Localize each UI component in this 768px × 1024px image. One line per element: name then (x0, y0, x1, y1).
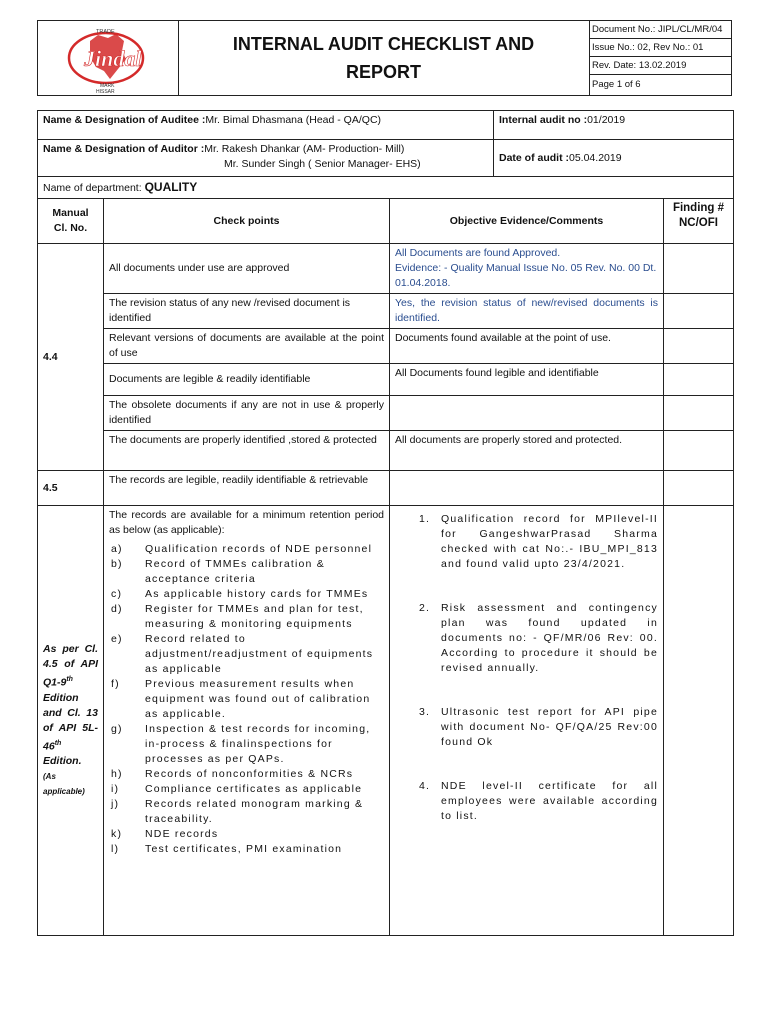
svg-text:HISSAR: HISSAR (96, 89, 115, 95)
evidence-list (395, 512, 658, 824)
list-item: h) Records of nonconformities & NCRs (111, 768, 354, 780)
table-row: 4.4 All documents under use are approved All Documents are found Approved. Evidence: - Quality Manual Issue No. 05 Rev. No. 00 Dt. 01.04.2018. (38, 244, 734, 294)
col-clause: Manual Cl. No. (38, 199, 104, 244)
list-item: 1. Qualification record for MPIlevel-II for GangeshwarPrasad Sharma checked with cat No:.- IBU_MPI_813 and found valid upto 23/4/2021. (419, 513, 658, 570)
issue-number: Issue No.: 02, Rev No.: 01 (589, 39, 732, 57)
jindal-logo-icon (38, 21, 178, 95)
list-item: 2. Risk assessment and contingency plan was found updated in documents no: - QF/MR/06 Rev: 00. According to procedure it should be revised annually. (419, 602, 658, 674)
retention-evidence (390, 506, 664, 936)
audit-date-cell: Date of audit :05.04.2019 (494, 140, 734, 177)
list-item: 3. Ultrasonic test report for API pipe with document No- QF/QA/25 Rev:00 found Ok (419, 706, 658, 748)
page-number: Page 1 of 6 (592, 79, 641, 90)
list-item: c) As applicable history cards for TMMEs (111, 588, 369, 600)
document-title: INTERNAL AUDIT CHECKLIST AND REPORT (178, 21, 590, 95)
revision-date: Rev. Date: 13.02.2019 (589, 57, 732, 75)
audit-no-cell: Internal audit no :01/2019 (494, 111, 734, 140)
document-header (37, 20, 732, 96)
svg-text:MARK: MARK (100, 83, 115, 89)
table-row: Relevant versions of documents are available at the point of use Documents found available at the point of use. (38, 329, 734, 364)
svg-text:TRADE: TRADE (96, 29, 115, 35)
table-row (38, 506, 734, 936)
list-item: g) Inspection & test records for incoming, in-process & finalinspections for processes as per QAPs. (111, 723, 371, 765)
list-item: l) Test certificates, PMI examination (111, 843, 343, 855)
table-row: The documents are properly identified ,stored & protected All documents are properly stored and protected. (38, 431, 734, 471)
list-item: f) Previous measurement results when equipment was found out of calibration as applicable. (111, 678, 371, 720)
list-item: b) Record of TMMEs calibration & acceptance criteria (111, 558, 325, 585)
table-row: Documents are legible & readily identifiable All Documents found legible and identifiable (38, 364, 734, 396)
retention-checkpoint: The records are available for a minimum retention period as below (as applicable): a) Qualification records of NDE personnel b) Record of TMMEs calibration & acceptance criteria c) As applicable history cards for TMMEs d) Register for TMMEs and plan for test, measuring & monitoring equipments e) Record related to adjustment/readjustment of equipments as applicable f) Previous measurement results when equipment was found out of calibration as applicable. g) Inspection & test records for incoming, in-process & finalinspections for processes as per QAPs. h) Records of nonconformities & NCRs i) Compliance certificates as applicable j) Records related monogram marking & traceability. k) NDE records l) Test certificates, PMI examination (104, 506, 390, 936)
col-finding: Finding # NC/OFI (664, 199, 734, 244)
checklist-table (37, 198, 734, 936)
clause-4-5: 4.5 (38, 471, 104, 506)
col-evidence: Objective Evidence/Comments (390, 199, 664, 244)
clause-api: As per Cl. 4.5 of API Q1-9th Edition and Cl. 13 of API 5L- 46th Edition. (As applicable) (38, 506, 104, 936)
list-item: i) Compliance certificates as applicable (111, 783, 363, 795)
table-row: The obsolete documents if any are not in use & properly identified (38, 396, 734, 431)
list-item: a) Qualification records of NDE personnel (111, 543, 373, 555)
audit-info-table (37, 110, 734, 199)
company-logo (38, 21, 179, 95)
document-meta (589, 21, 732, 95)
clause-4-4: 4.4 (38, 244, 104, 471)
document-number: Document No.: JIPL/CL/MR/04 (589, 21, 732, 39)
table-row: The revision status of any new /revised document is identified Yes, the revision status of new/revised documents is identified. (38, 294, 734, 329)
list-item: j) Records related monogram marking & traceability. (111, 798, 364, 825)
table-row: 4.5 The records are legible, readily identifiable & retrievable (38, 471, 734, 506)
column-header-row (38, 199, 734, 244)
list-item: e) Record related to adjustment/readjustment of equipments as applicable (111, 633, 374, 675)
col-checkpoints: Check points (104, 199, 390, 244)
list-item: d) Register for TMMEs and plan for test, measuring & monitoring equipments (111, 603, 364, 630)
list-item: 4. NDE level-II certificate for all employees were available according to list. (419, 780, 658, 822)
logo-wordmark: Jindal (84, 46, 142, 71)
list-item: k) NDE records (111, 828, 219, 840)
department-cell: Name of department: QUALITY (38, 177, 734, 199)
auditee-cell: Name & Designation of Auditee :Mr. Bimal Dhasmana (Head - QA/QC) (38, 111, 494, 140)
retention-list (109, 542, 384, 857)
auditor-cell: Name & Designation of Auditor :Mr. Rakesh Dhankar (AM- Production- Mill) Mr. Sunder Singh ( Senior Manager- EHS) (38, 140, 494, 177)
